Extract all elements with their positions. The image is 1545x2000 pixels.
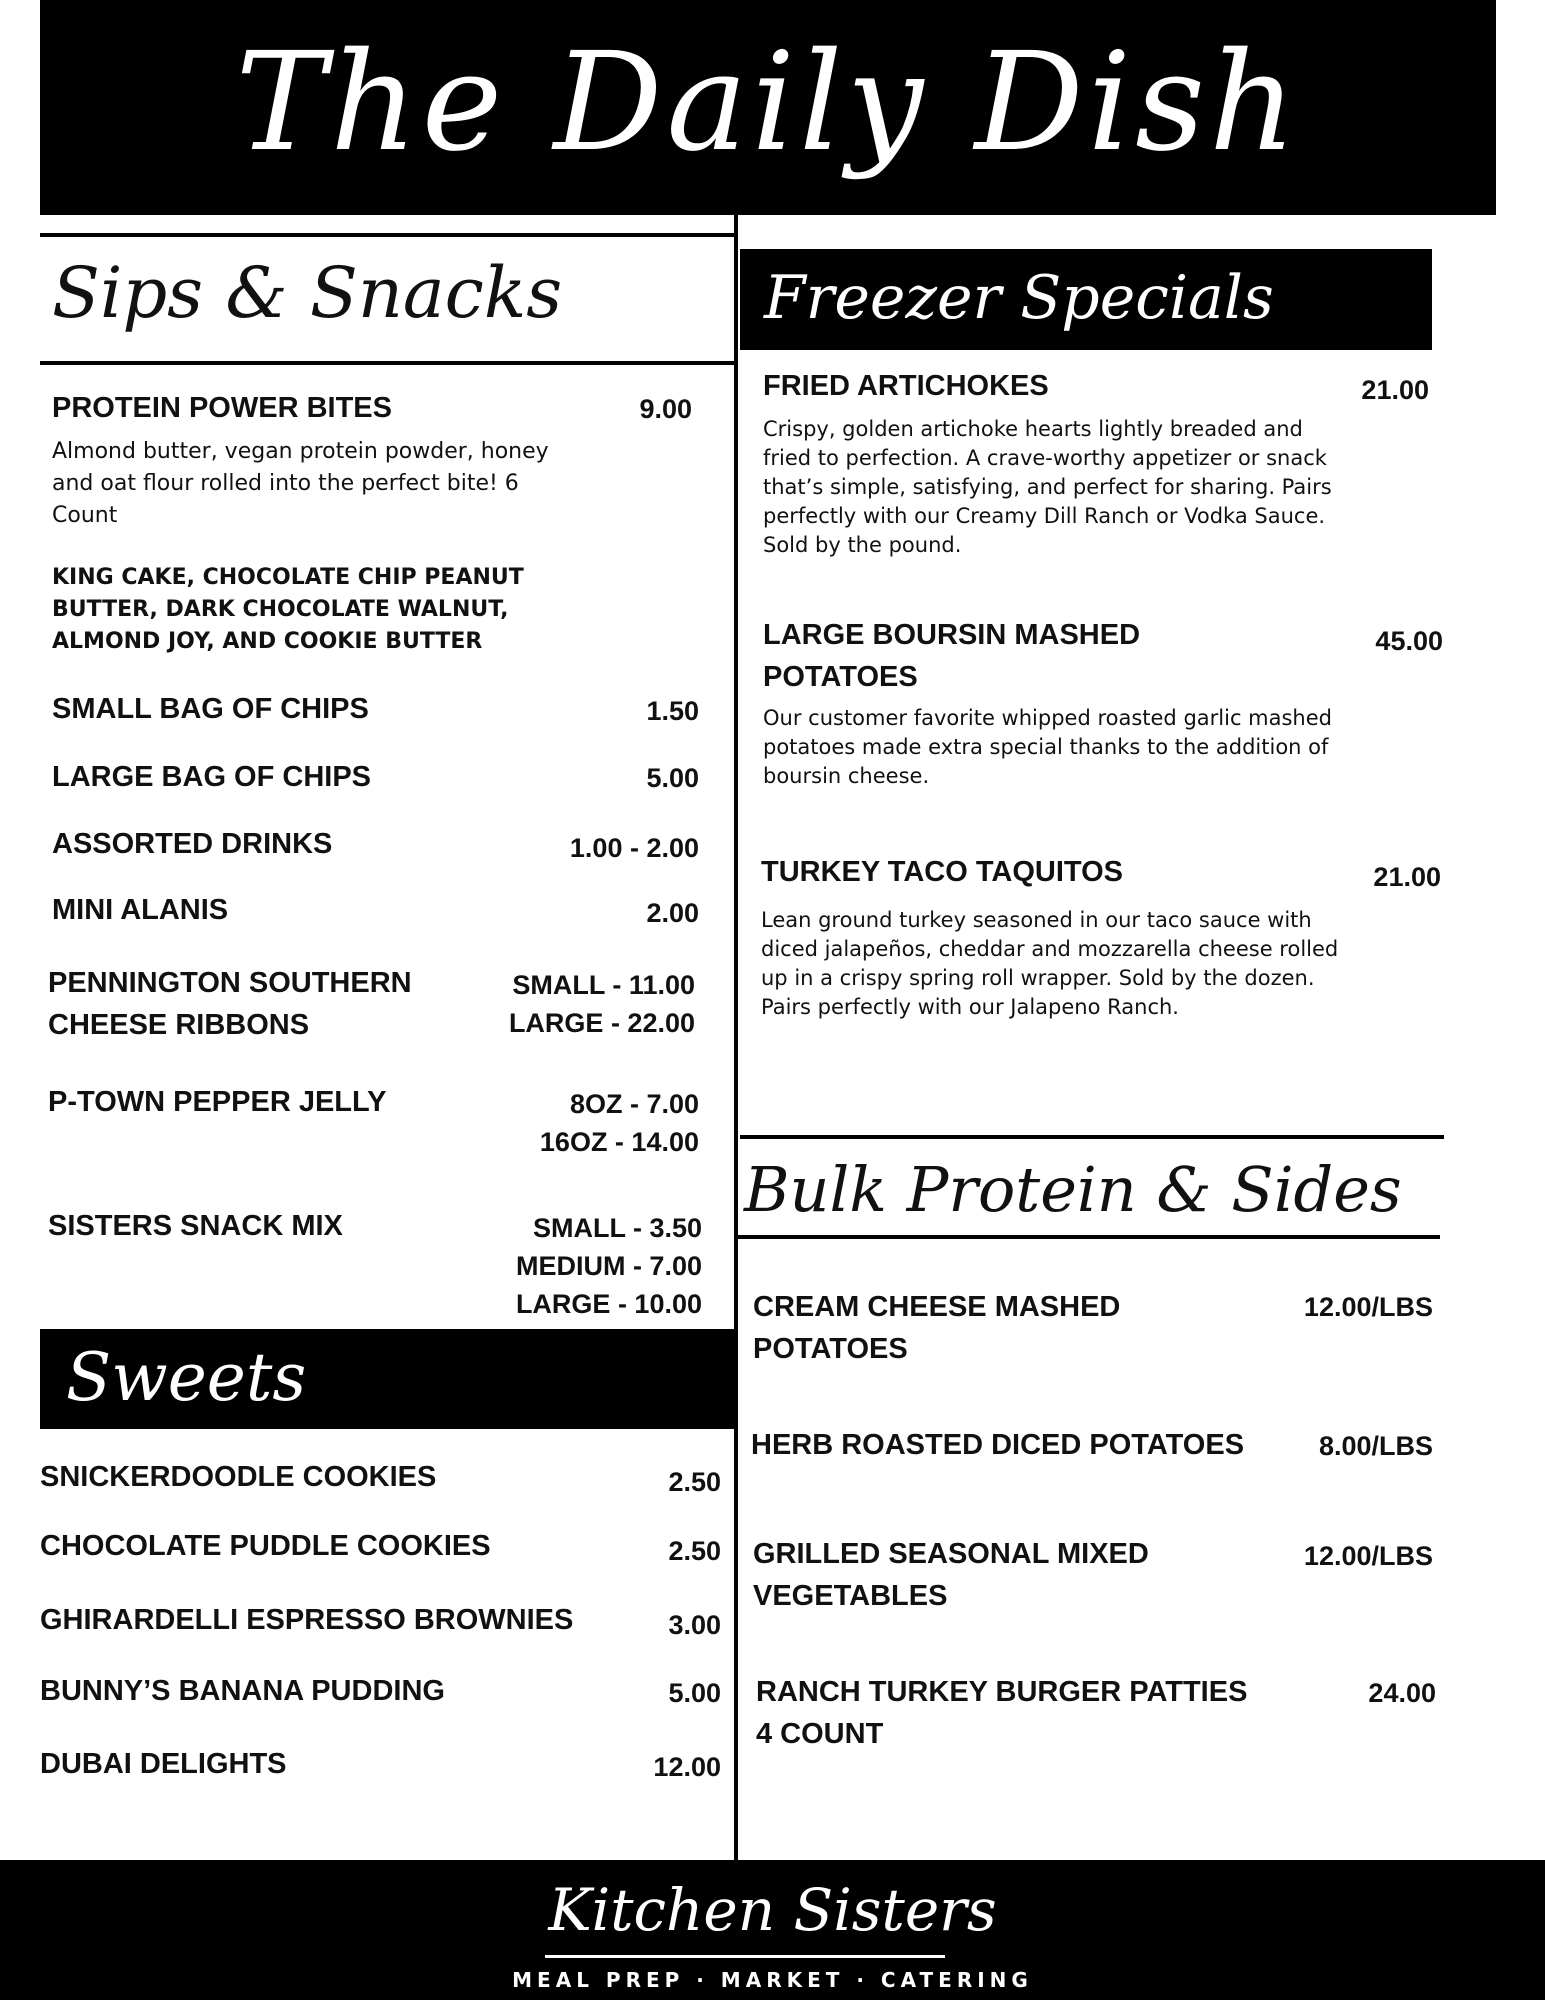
item-name: ASSORTED DRINKS	[52, 828, 333, 860]
section-heading-freezer: Freezer Specials	[764, 263, 1274, 333]
section-heading-sips-snacks: Sips & Snacks	[52, 252, 563, 334]
item-price: 12.00	[653, 1752, 721, 1782]
item-description: Almond butter, vegan protein powder, honey and oat flour rolled into the perfect bite! 6 Count	[52, 439, 549, 528]
footer-brand: Kitchen Sisters	[548, 1876, 997, 1944]
item-name: PENNINGTON SOUTHERN	[48, 967, 412, 999]
item-name: LARGE BOURSIN MASHED	[763, 619, 1141, 651]
item-name: POTATOES	[753, 1333, 908, 1365]
item-name: BUNNY’S BANANA PUDDING	[40, 1675, 445, 1707]
section-heading-sweets: Sweets	[66, 1339, 307, 1416]
item-name: POTATOES	[763, 661, 918, 693]
footer-divider	[545, 1955, 945, 1958]
item-price: LARGE - 10.00	[515, 1289, 702, 1319]
item-name: SNICKERDOODLE COOKIES	[40, 1461, 437, 1493]
divider	[738, 1235, 1440, 1239]
item-name: TURKEY TACO TAQUITOS	[761, 856, 1123, 888]
sweets-banner	[40, 1329, 736, 1429]
item-name: P-TOWN PEPPER JELLY	[48, 1086, 387, 1118]
divider	[40, 361, 736, 365]
item-price: 8.00/LBS	[1318, 1431, 1433, 1461]
flavor-list: KING CAKE, CHOCOLATE CHIP PEANUT BUTTER, DARK CHOCOLATE WALNUT, ALMOND JOY, AND COOKIE BUTTER	[52, 565, 524, 654]
footer-banner	[0, 1860, 1545, 2000]
item-description: Crispy, golden artichoke hearts lightly breaded and fried to perfection. A crave-worthy appetizer or snack that’s simple, satisfying, and perfect for sharing. Pairs perfectly with our Creamy Dill Ranch or Vodka Sauce. Sold by the pound.	[763, 417, 1332, 557]
item-name: MINI ALANIS	[52, 894, 229, 926]
item-name: GHIRARDELLI ESPRESSO BROWNIES	[40, 1604, 574, 1636]
item-name: FRIED ARTICHOKES	[763, 370, 1049, 402]
item-price: 21.00	[1361, 375, 1429, 405]
title-banner	[40, 0, 1496, 215]
item-price: 8OZ - 7.00	[569, 1089, 699, 1119]
item-price: 1.50	[646, 696, 699, 726]
column-divider	[734, 215, 738, 1860]
item-name: GRILLED SEASONAL MIXED	[753, 1538, 1149, 1570]
footer-tagline: MEAL PREP · MARKET · CATERING	[512, 1968, 1033, 1992]
item-description: Our customer favorite whipped roasted garlic mashed potatoes made extra special thanks to the addition of boursin cheese.	[763, 706, 1332, 788]
page-title: The Daily Dish	[235, 24, 1301, 182]
item-name: SISTERS SNACK MIX	[48, 1210, 343, 1242]
item-price: 2.50	[668, 1467, 721, 1497]
item-name: SMALL BAG OF CHIPS	[52, 693, 369, 725]
item-name: HERB ROASTED DICED POTATOES	[751, 1429, 1245, 1461]
item-price: 2.50	[668, 1536, 721, 1566]
item-price: 5.00	[668, 1678, 721, 1708]
item-name: CHEESE RIBBONS	[48, 1009, 310, 1041]
item-price: SMALL - 3.50	[532, 1213, 702, 1243]
item-price: 12.00/LBS	[1303, 1292, 1433, 1322]
item-price: 3.00	[668, 1610, 721, 1640]
item-price: 21.00	[1373, 862, 1441, 892]
item-name: 4 COUNT	[756, 1718, 884, 1750]
freezer-banner	[740, 249, 1432, 350]
item-name: RANCH TURKEY BURGER PATTIES	[756, 1676, 1248, 1708]
item-price: 45.00	[1375, 626, 1443, 656]
item-price: 1.00 - 2.00	[569, 833, 699, 863]
divider	[40, 233, 736, 237]
item-price: MEDIUM - 7.00	[515, 1251, 702, 1281]
item-price: 5.00	[646, 763, 699, 793]
item-price: 16OZ - 14.00	[539, 1127, 699, 1157]
item-name: VEGETABLES	[753, 1580, 948, 1612]
divider	[740, 1135, 1444, 1139]
item-price: SMALL - 11.00	[512, 970, 695, 1000]
item-price: 24.00	[1368, 1678, 1436, 1708]
item-name: CHOCOLATE PUDDLE COOKIES	[40, 1530, 491, 1562]
section-heading-bulk: Bulk Protein & Sides	[744, 1153, 1402, 1226]
item-price: 9.00	[639, 394, 692, 424]
item-name: CREAM CHEESE MASHED	[753, 1291, 1121, 1323]
item-price: 2.00	[646, 898, 699, 928]
item-name: LARGE BAG OF CHIPS	[52, 761, 372, 793]
item-price: LARGE - 22.00	[508, 1008, 695, 1038]
item-name: DUBAI DELIGHTS	[40, 1748, 287, 1780]
item-price: 12.00/LBS	[1303, 1541, 1433, 1571]
item-name: PROTEIN POWER BITES	[52, 392, 392, 424]
item-description: Lean ground turkey seasoned in our taco sauce with diced jalapeños, cheddar and mozzarella cheese rolled up in a crispy spring roll wrapper. Sold by the dozen. Pairs perfectly with our Jalapeno Ranch.	[761, 908, 1339, 1019]
